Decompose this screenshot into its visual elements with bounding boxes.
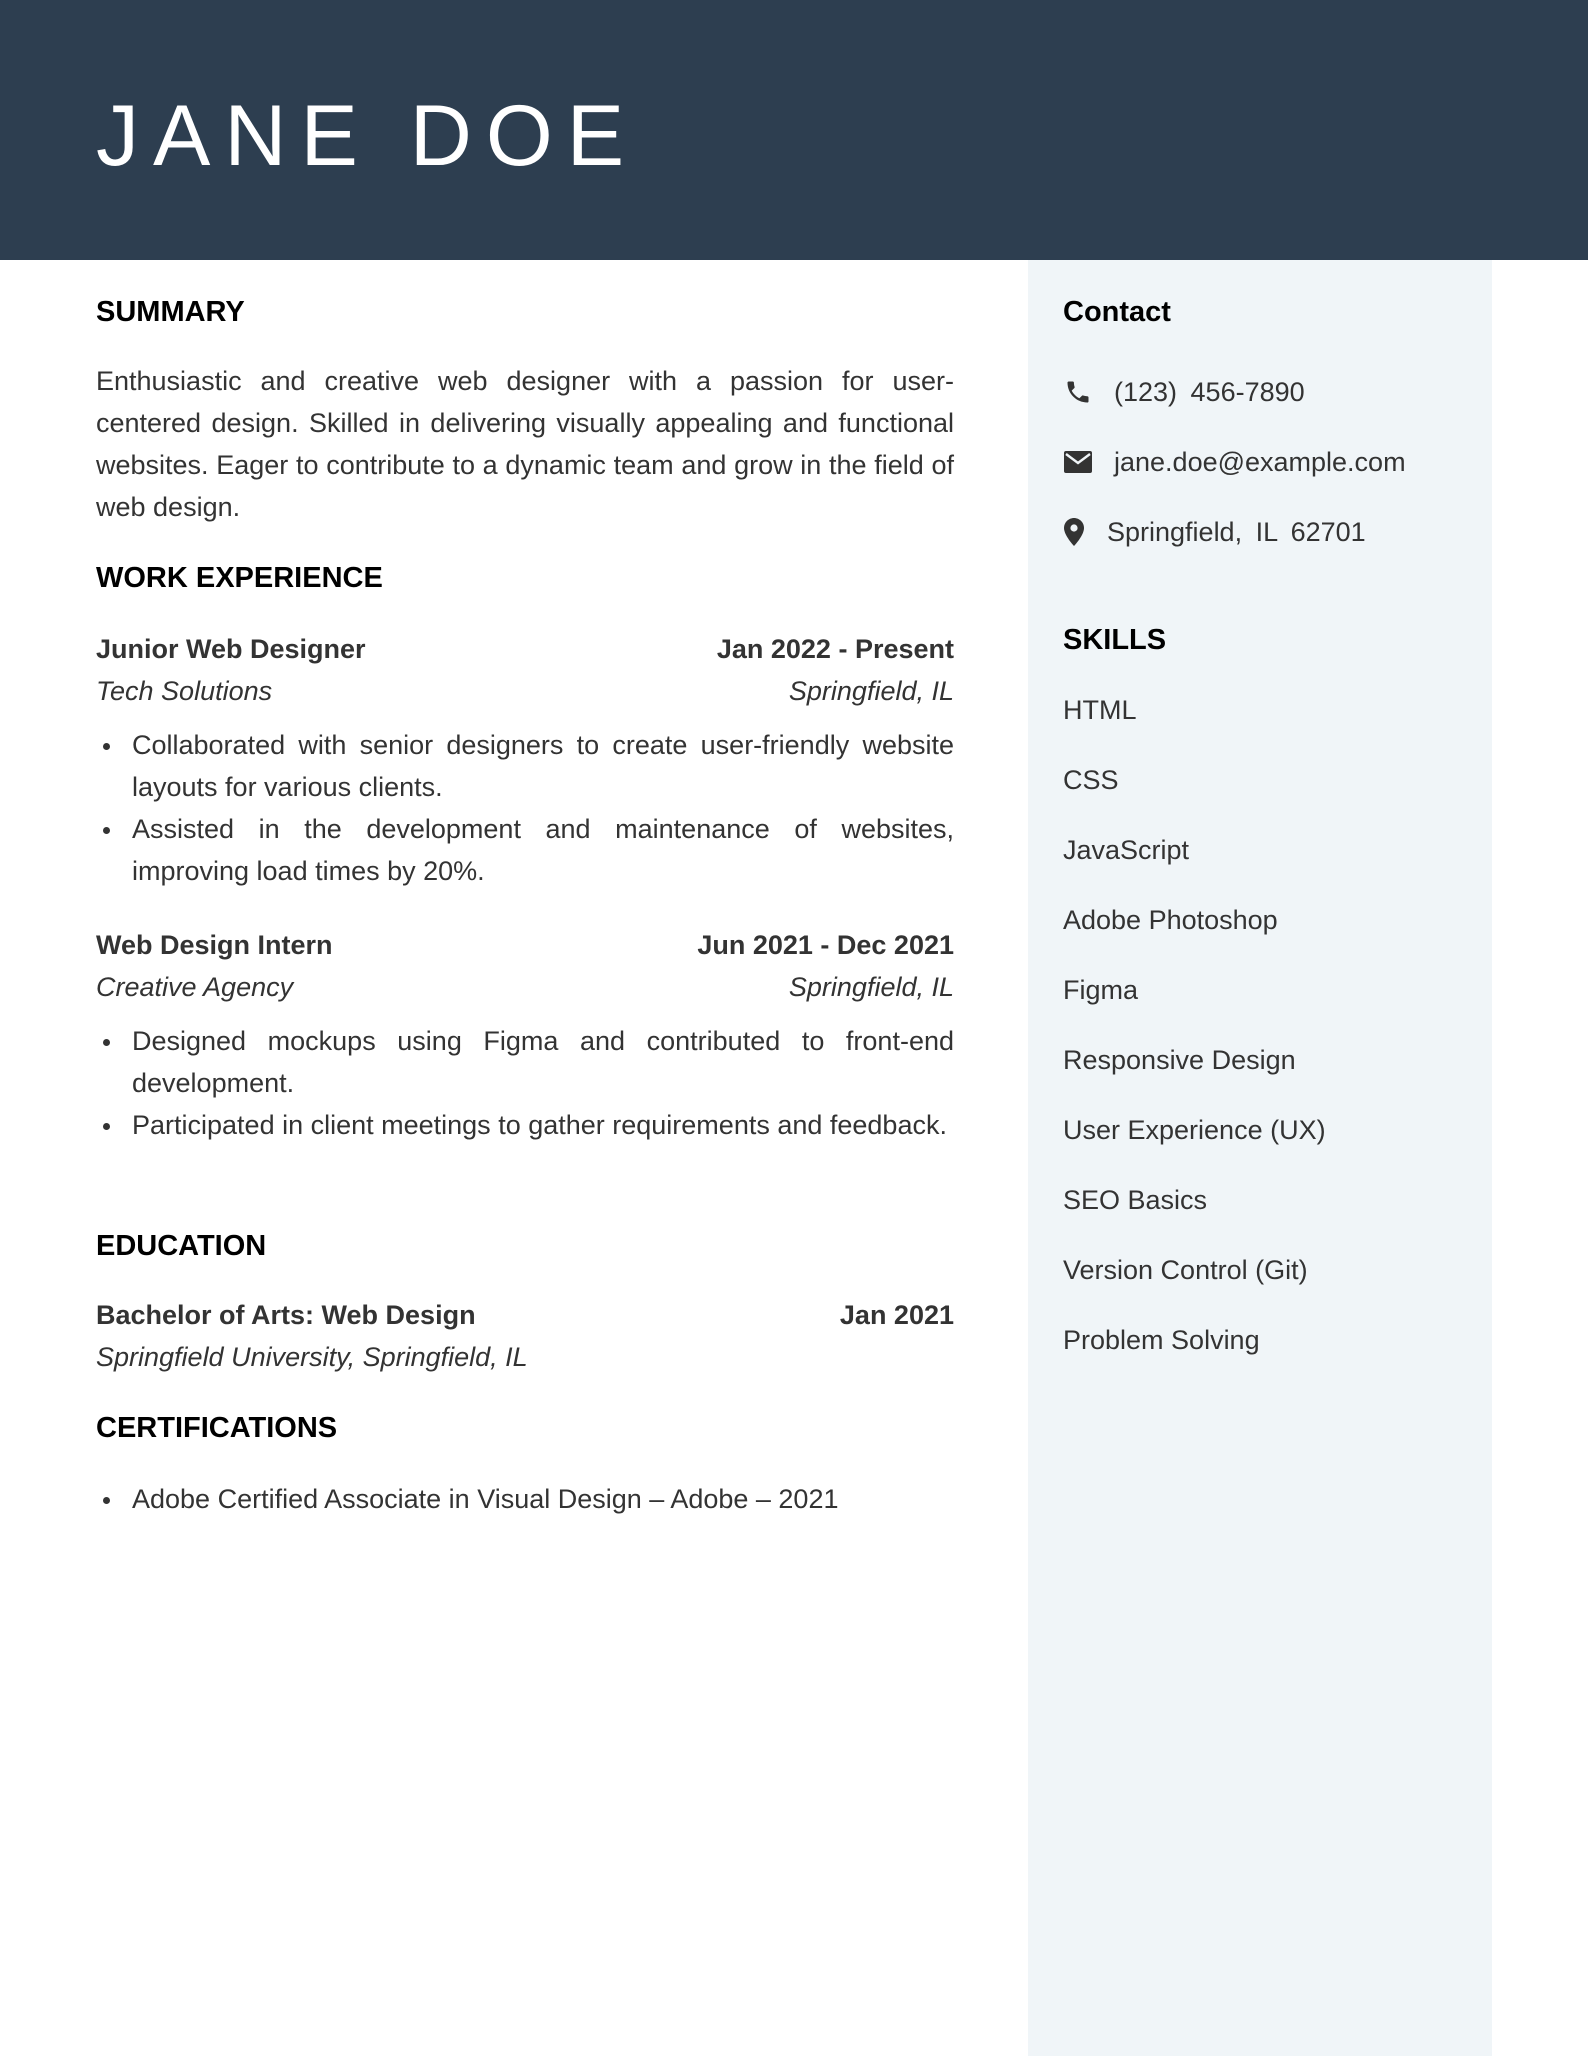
skill-item: CSS — [1063, 765, 1119, 795]
job-bullets — [96, 1020, 954, 1146]
candidate-name: JANE DOE — [96, 88, 639, 184]
job-bullet: Participated in client meetings to gather requirements and feedback. — [132, 1104, 954, 1146]
skills-title: SKILLS — [1063, 624, 1167, 656]
job-bullet: Collaborated with senior designers to create user-friendly website layouts for various clients. — [132, 724, 954, 808]
contact-location — [1063, 512, 1366, 552]
job-bullet: Designed mockups using Figma and contributed to front-end development. — [132, 1020, 954, 1104]
skill-item: HTML — [1063, 695, 1137, 725]
certifications-list — [96, 1478, 990, 1520]
skill-item: JavaScript — [1063, 835, 1190, 865]
job-entry — [96, 924, 954, 1146]
skill-item: Problem Solving — [1063, 1325, 1260, 1355]
summary-title: SUMMARY — [96, 296, 245, 328]
envelope-icon — [1063, 447, 1093, 477]
education-entry — [96, 1294, 954, 1378]
job-title: Web Design Intern — [96, 930, 333, 960]
job-title: Junior Web Designer — [96, 634, 366, 664]
job-location: Springfield, IL — [788, 676, 954, 706]
education-title: EDUCATION — [96, 1230, 267, 1262]
job-location: Springfield, IL — [788, 972, 954, 1002]
job-dates: Jun 2021 - Dec 2021 — [697, 930, 954, 960]
summary-text: Enthusiastic and creative web designer with a passion for user-centered design. Skilled in delivering visually appealing and functional websites. Eager to contribute to a dynamic team and grow in the field of web design. — [96, 366, 954, 522]
header-banner — [0, 0, 1588, 260]
skill-item: Version Control (Git) — [1063, 1255, 1308, 1285]
certifications-title: CERTIFICATIONS — [96, 1412, 338, 1444]
job-company: Creative Agency — [96, 972, 294, 1002]
map-pin-icon — [1063, 517, 1085, 547]
location-text: Springfield, IL 62701 — [1107, 516, 1366, 547]
work-experience-title: WORK EXPERIENCE — [96, 562, 383, 594]
job-company: Tech Solutions — [96, 676, 273, 706]
job-bullets — [96, 724, 954, 892]
skill-item: Adobe Photoshop — [1063, 905, 1278, 935]
skill-item: Responsive Design — [1063, 1045, 1296, 1075]
contact-phone — [1063, 372, 1305, 412]
contact-email — [1063, 442, 1406, 482]
certification-item: Adobe Certified Associate in Visual Design – Adobe – 2021 — [132, 1478, 990, 1520]
contact-title: Contact — [1063, 296, 1171, 328]
job-bullet: Assisted in the development and maintenance of websites, improving load times by 20%. — [132, 808, 954, 892]
degree-title: Bachelor of Arts: Web Design — [96, 1300, 476, 1330]
job-entry — [96, 628, 954, 892]
job-dates: Jan 2022 - Present — [716, 634, 954, 664]
degree-date: Jan 2021 — [839, 1300, 954, 1330]
skill-item: User Experience (UX) — [1063, 1115, 1326, 1145]
phone-icon — [1063, 377, 1093, 407]
skill-item: SEO Basics — [1063, 1185, 1208, 1215]
school-name: Springfield University, Springfield, IL — [96, 1342, 528, 1372]
phone-number: (123) 456-7890 — [1114, 376, 1305, 407]
email-address: jane.doe@example.com — [1114, 446, 1406, 477]
skill-item: Figma — [1063, 975, 1139, 1005]
